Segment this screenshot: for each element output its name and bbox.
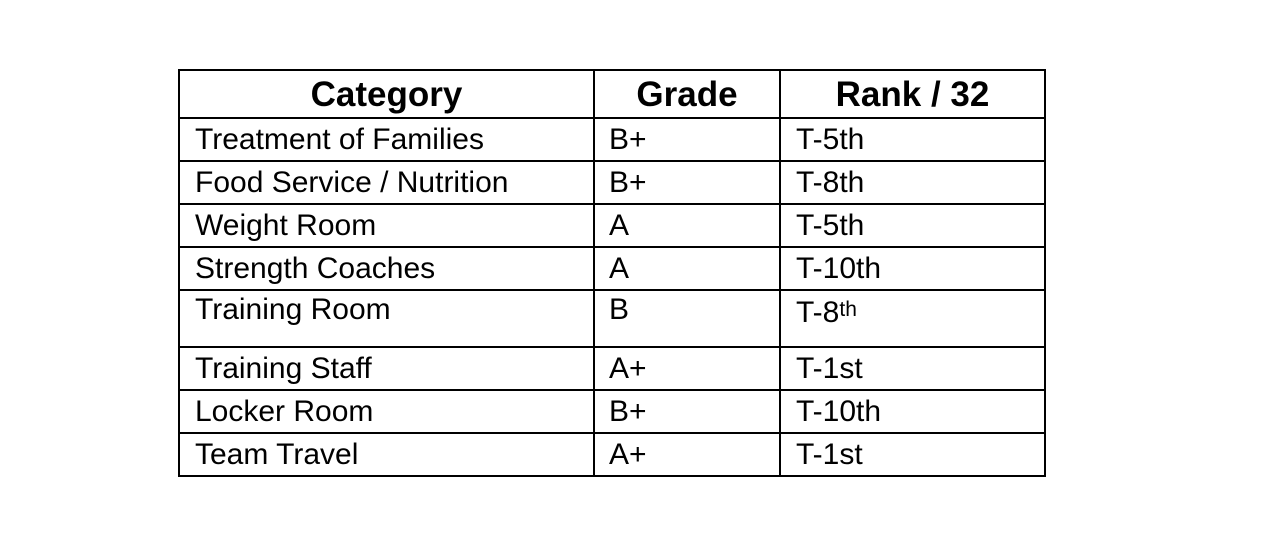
table-row <box>179 433 1045 476</box>
grade-cell: A+ <box>594 433 780 476</box>
category-cell: Training Room <box>179 290 594 347</box>
category-cell: Locker Room <box>179 390 594 433</box>
category-cell: Food Service / Nutrition <box>179 161 594 204</box>
grade-cell: B+ <box>594 118 780 161</box>
grade-cell: B+ <box>594 161 780 204</box>
category-cell: Treatment of Families <box>179 118 594 161</box>
rank-cell: T-5th <box>780 204 1045 247</box>
column-header-grade: Grade <box>594 70 780 118</box>
rank-value <box>796 296 857 329</box>
rank-cell: T-1st <box>780 347 1045 390</box>
category-cell: Strength Coaches <box>179 247 594 290</box>
table-row <box>179 347 1045 390</box>
grade-cell: A <box>594 204 780 247</box>
table-row <box>179 161 1045 204</box>
rank-cell: T-8th <box>780 161 1045 204</box>
category-cell: Training Staff <box>179 347 594 390</box>
table-row <box>179 118 1045 161</box>
rank-ordinal-suffix: th <box>839 298 857 321</box>
grade-cell: A+ <box>594 347 780 390</box>
column-header-category: Category <box>179 70 594 118</box>
grade-cell: B <box>594 290 780 347</box>
grades-table <box>178 69 1046 477</box>
table-row <box>179 204 1045 247</box>
grade-cell: A <box>594 247 780 290</box>
category-cell: Team Travel <box>179 433 594 476</box>
table-row <box>179 247 1045 290</box>
rank-cell: T-10th <box>780 390 1045 433</box>
table-header-row <box>179 70 1045 118</box>
rank-number: T-8 <box>796 296 840 329</box>
rank-cell: T-10th <box>780 247 1045 290</box>
table-row <box>179 290 1045 347</box>
rank-cell <box>780 290 1045 347</box>
grade-cell: B+ <box>594 390 780 433</box>
table-row <box>179 390 1045 433</box>
column-header-rank: Rank / 32 <box>780 70 1045 118</box>
rank-cell: T-1st <box>780 433 1045 476</box>
category-cell: Weight Room <box>179 204 594 247</box>
rank-cell: T-5th <box>780 118 1045 161</box>
